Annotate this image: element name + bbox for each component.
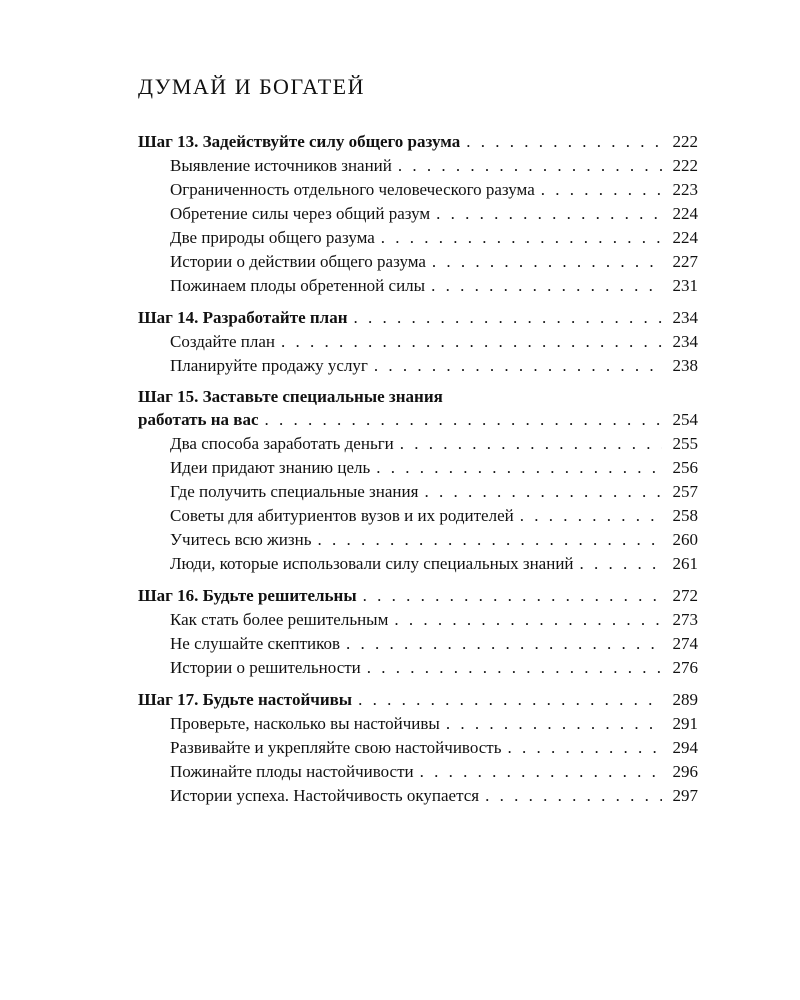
toc-entry-title: Пожинайте плоды настойчивости — [170, 762, 414, 781]
toc-entry-title: Пожинаем плоды обретенной силы — [170, 276, 426, 295]
toc-entry-title: Создайте план — [170, 332, 275, 351]
toc-section-step17 — [138, 688, 698, 808]
dot-leader — [446, 712, 662, 736]
dot-leader — [363, 584, 662, 608]
toc-page-number: 291 — [672, 714, 698, 733]
toc-entry-row[interactable] — [138, 154, 698, 178]
toc-page-number: 227 — [672, 252, 698, 271]
toc-chapter-row[interactable] — [138, 584, 698, 608]
toc-chapter-title: Шаг 14. Разработайте план — [138, 308, 348, 327]
toc-page-number: 238 — [672, 356, 698, 375]
toc-page-number: 224 — [672, 204, 698, 223]
toc-entry-title: Развивайте и укрепляйте свою настойчивость — [170, 738, 502, 757]
toc-entry-row[interactable] — [138, 608, 698, 632]
toc-page-number: 260 — [672, 530, 698, 549]
dot-leader — [436, 202, 662, 226]
dot-leader — [400, 432, 662, 456]
dot-leader — [424, 480, 662, 504]
dot-leader — [398, 154, 662, 178]
dot-leader — [381, 226, 662, 250]
dot-leader — [580, 552, 662, 576]
toc-page-number: 261 — [672, 554, 698, 573]
dot-leader — [520, 504, 662, 528]
toc-page-number: 234 — [672, 332, 698, 351]
table-of-contents — [138, 130, 698, 816]
toc-page-number: 234 — [672, 308, 698, 327]
toc-page-number: 294 — [672, 738, 698, 757]
toc-page-number: 222 — [672, 132, 698, 151]
toc-entry-title: Ограниченность отдельного человеческого разума — [170, 180, 535, 199]
toc-page-number: 256 — [672, 458, 698, 477]
toc-entry-row[interactable] — [138, 632, 698, 656]
toc-page-number: 257 — [672, 482, 698, 501]
toc-chapter-row[interactable] — [138, 306, 698, 330]
toc-page-number: 297 — [672, 786, 698, 805]
toc-chapter-title-continued: работать на вас — [138, 410, 259, 429]
toc-entry-title: Две природы общего разума — [170, 228, 375, 247]
toc-section-step13 — [138, 130, 698, 298]
toc-page-number: 224 — [672, 228, 698, 247]
toc-entry-row[interactable] — [138, 712, 698, 736]
toc-chapter-title: Шаг 15. Заставьте специальные знания — [138, 387, 443, 406]
toc-page-number: 223 — [672, 180, 698, 199]
dot-leader — [346, 632, 662, 656]
dot-leader — [394, 608, 662, 632]
toc-entry-row[interactable] — [138, 202, 698, 226]
dot-leader — [466, 130, 662, 154]
toc-entry-row[interactable] — [138, 760, 698, 784]
toc-page-number: 296 — [672, 762, 698, 781]
dot-leader — [374, 354, 662, 378]
toc-page-number: 273 — [672, 610, 698, 629]
toc-chapter-title: Шаг 13. Задействуйте силу общего разума — [138, 132, 461, 151]
dot-leader — [485, 784, 662, 808]
toc-entry-title: Как стать более решительным — [170, 610, 389, 629]
toc-chapter-title-line[interactable] — [138, 386, 698, 408]
toc-page-number: 274 — [672, 634, 698, 653]
dot-leader — [265, 408, 663, 432]
dot-leader — [358, 688, 662, 712]
toc-chapter-title: Шаг 17. Будьте настойчивы — [138, 690, 353, 709]
toc-entry-row[interactable] — [138, 480, 698, 504]
toc-entry-title: Не слушайте скептиков — [170, 634, 341, 653]
dot-leader — [432, 250, 662, 274]
toc-page-number: 258 — [672, 506, 698, 525]
toc-entry-title: Истории успеха. Настойчивость окупается — [170, 786, 480, 805]
toc-entry-row[interactable] — [138, 330, 698, 354]
toc-entry-row[interactable] — [138, 274, 698, 298]
toc-section-step15 — [138, 386, 698, 576]
dot-leader — [367, 656, 662, 680]
toc-section-step16 — [138, 584, 698, 680]
toc-entry-title: Истории о решительности — [170, 658, 361, 677]
dot-leader — [431, 274, 662, 298]
toc-entry-row[interactable] — [138, 552, 698, 576]
toc-entry-title: Где получить специальные знания — [170, 482, 419, 501]
toc-entry-title: Учитесь всю жизнь — [170, 530, 312, 549]
toc-chapter-row[interactable] — [138, 130, 698, 154]
toc-entry-row[interactable] — [138, 736, 698, 760]
dot-leader — [508, 736, 663, 760]
dot-leader — [541, 178, 662, 202]
toc-entry-row[interactable] — [138, 504, 698, 528]
toc-page-number: 255 — [672, 434, 698, 453]
toc-entry-title: Планируйте продажу услуг — [170, 356, 368, 375]
page-header-title: ДУМАЙ И БОГАТЕЙ — [138, 74, 365, 99]
toc-entry-title: Обретение силы через общий разум — [170, 204, 431, 223]
toc-entry-row[interactable] — [138, 656, 698, 680]
toc-entry-row[interactable] — [138, 784, 698, 808]
toc-chapter-row[interactable] — [138, 688, 698, 712]
dot-leader — [317, 528, 662, 552]
toc-page-number: 276 — [672, 658, 698, 677]
toc-entry-title: Проверьте, насколько вы настойчивы — [170, 714, 440, 733]
toc-page-number: 254 — [672, 410, 698, 429]
toc-entry-title: Выявление источников знаний — [170, 156, 392, 175]
toc-page-number: 272 — [672, 586, 698, 605]
toc-entry-title: Люди, которые использовали силу специальных знаний — [170, 554, 574, 573]
toc-page-number: 222 — [672, 156, 698, 175]
toc-entry-title: Два способа заработать деньги — [170, 434, 394, 453]
toc-entry-title: Советы для абитуриентов вузов и их родителей — [170, 506, 514, 525]
dot-leader — [376, 456, 662, 480]
toc-entry-row[interactable] — [138, 250, 698, 274]
toc-chapter-row[interactable] — [138, 408, 698, 432]
toc-page-number: 289 — [672, 690, 698, 709]
dot-leader — [420, 760, 662, 784]
dot-leader — [354, 306, 663, 330]
toc-entry-title: Идеи придают знанию цель — [170, 458, 371, 477]
toc-entry-row[interactable] — [138, 528, 698, 552]
toc-entry-row[interactable] — [138, 456, 698, 480]
toc-section-step14 — [138, 306, 698, 378]
toc-entry-row[interactable] — [138, 432, 698, 456]
toc-entry-title: Истории о действии общего разума — [170, 252, 426, 271]
toc-page-number: 231 — [672, 276, 698, 295]
toc-entry-row[interactable] — [138, 226, 698, 250]
toc-chapter-title: Шаг 16. Будьте решительны — [138, 586, 357, 605]
dot-leader — [281, 330, 662, 354]
toc-entry-row[interactable] — [138, 178, 698, 202]
toc-entry-row[interactable] — [138, 354, 698, 378]
